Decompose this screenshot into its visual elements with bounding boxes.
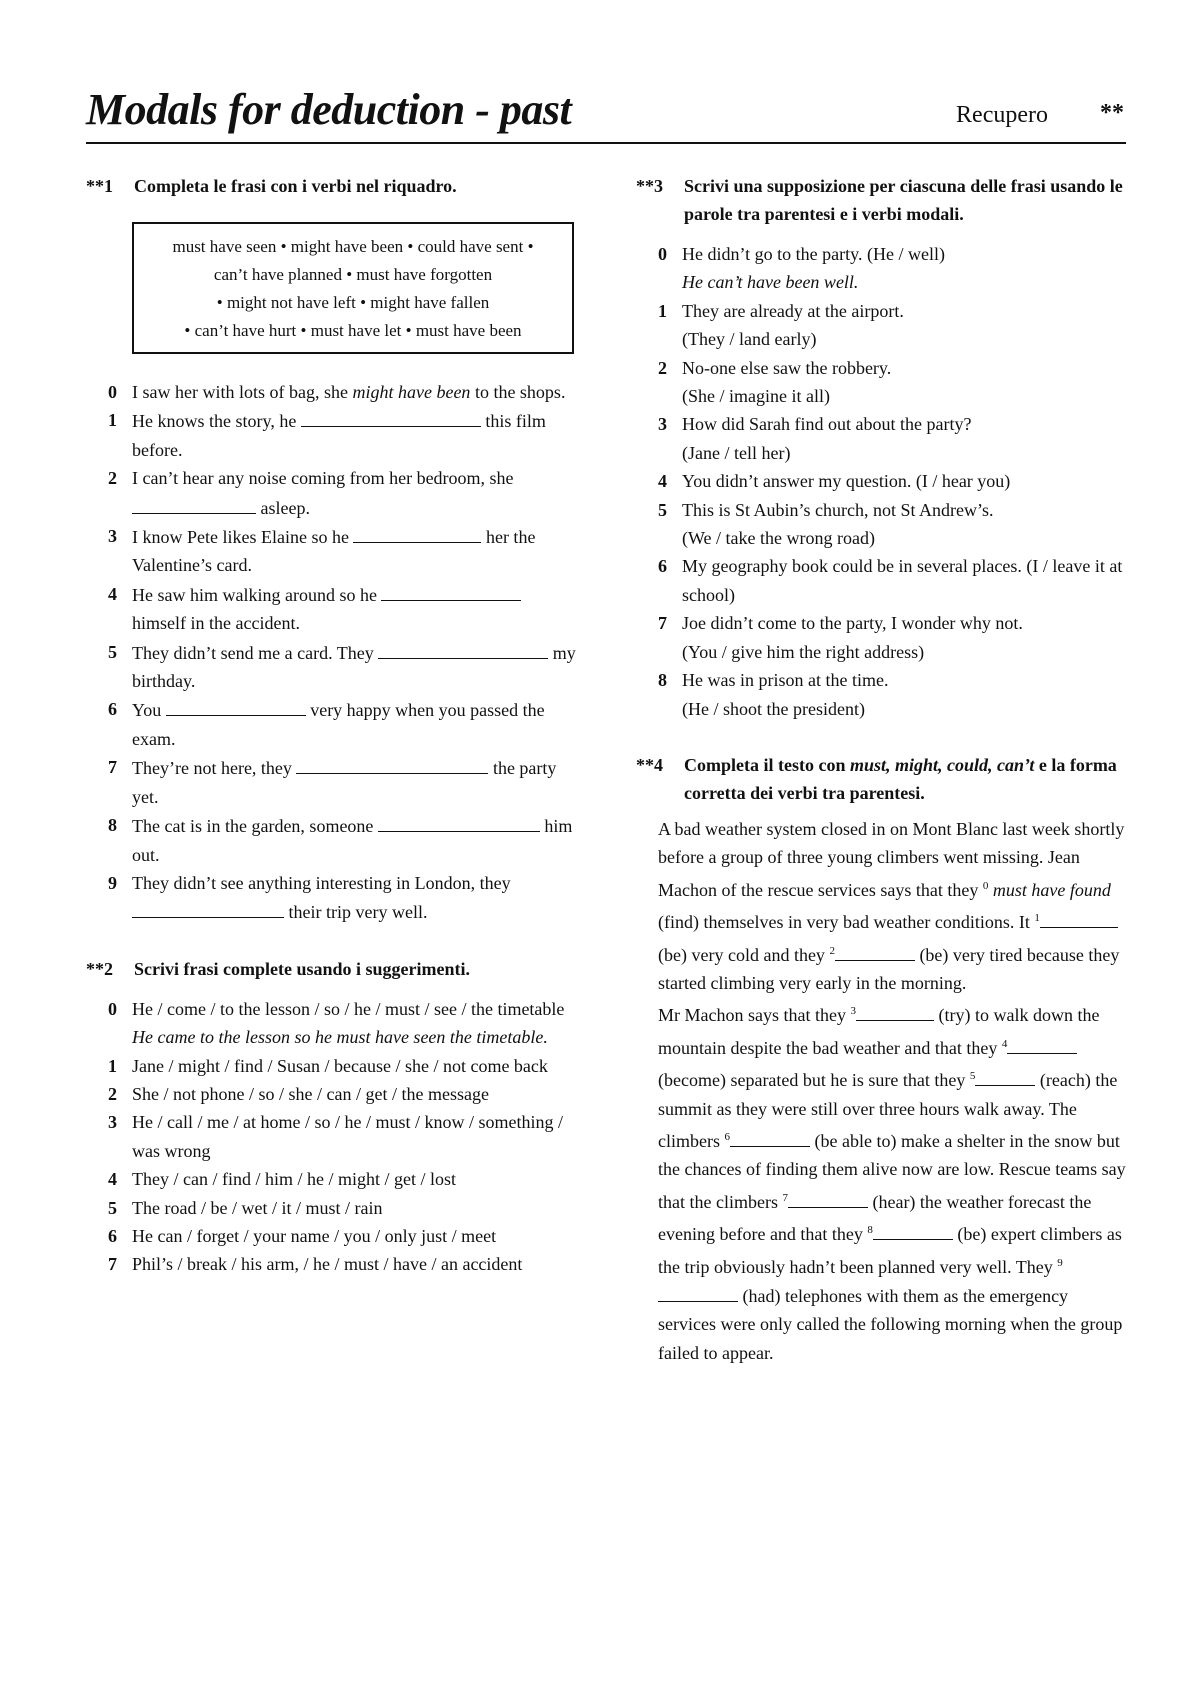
item-number: 4	[658, 471, 667, 492]
item-number: 6	[108, 1225, 117, 1246]
page-title: Modals for deduction - past	[86, 85, 572, 134]
item-text: very happy when you passed the exam.	[132, 700, 545, 749]
left-column	[86, 172, 576, 1279]
exercise-2-item	[86, 1222, 576, 1250]
example-answer: He can’t have been well.	[682, 272, 859, 293]
exercise-1-item	[86, 753, 576, 811]
exercise-1-item	[86, 406, 576, 464]
exercise-1-heading	[86, 172, 576, 200]
item-prompt: (Jane / tell her)	[682, 442, 791, 463]
exercise-3-list	[636, 240, 1126, 723]
example-answer: might have been	[352, 382, 471, 402]
spacer	[636, 228, 1126, 240]
item-number: 8	[108, 815, 117, 836]
answer-blank[interactable]	[730, 1126, 810, 1147]
exercise-2-list	[86, 995, 576, 1279]
answer-blank[interactable]	[381, 580, 521, 601]
exercise-3-instruction: Scrivi una supposizione per ciascuna delle frasi usando le parole tra parentesi e i verbi modali.	[684, 176, 1123, 224]
item-number: 7	[108, 1254, 117, 1275]
answer-blank[interactable]	[1007, 1033, 1077, 1054]
cloze-text: (had) telephones with them as the emergency services were only called the following morning when the group failed to appear.	[658, 1286, 1123, 1363]
item-text: This is St Aubin’s church, not St Andrew’s.	[682, 499, 994, 520]
exercise-3-item	[636, 467, 1126, 495]
item-text: The road / be / wet / it / must / rain	[132, 1197, 383, 1218]
cloze-paragraph-1	[636, 815, 1126, 997]
exercise-3-item	[636, 410, 1126, 467]
item-text: their trip very well.	[284, 902, 428, 923]
item-number: 2	[658, 357, 667, 378]
example-answer: He came to the lesson so he must have seen the timetable.	[132, 1027, 548, 1048]
item-number: 1	[108, 410, 117, 431]
word-box	[132, 222, 574, 354]
item-text: You	[132, 700, 166, 721]
cloze-text: (become) separated but he is sure that they	[658, 1070, 970, 1091]
item-text: They didn’t see anything interesting in London, they	[132, 872, 511, 893]
exercise-1-item	[86, 638, 576, 696]
item-prompt: (They / land early)	[682, 329, 817, 350]
item-text: You didn’t answer my question. (I / hear you)	[682, 471, 1011, 492]
exercise-2-number: **2	[86, 958, 113, 979]
spacer	[86, 927, 576, 955]
exercise-4-instruction: Completa il testo con	[684, 754, 850, 775]
item-number: 6	[108, 699, 117, 720]
item-number: 2	[108, 468, 117, 489]
item-number: 3	[108, 526, 117, 547]
exercise-1-list	[86, 378, 576, 927]
item-text: The cat is in the garden, someone	[132, 816, 378, 837]
item-number: 1	[108, 1055, 117, 1076]
exercise-2-item	[86, 1165, 576, 1193]
item-text: They / can / find / him / he / might / get / lost	[132, 1169, 456, 1190]
item-text: They are already at the airport.	[682, 300, 904, 321]
cloze-text: (be) very tired because they started climbing very early in the morning.	[658, 944, 1120, 993]
exercise-3-item	[636, 240, 1126, 297]
item-text: I can’t hear any noise coming from her bedroom, she	[132, 468, 514, 489]
gap-number: 1	[1034, 912, 1040, 925]
item-text: I know Pete likes Elaine so he	[132, 527, 354, 548]
answer-blank[interactable]	[856, 1000, 934, 1021]
exercise-3-item	[636, 354, 1126, 411]
item-number: 5	[108, 1197, 117, 1218]
item-text: He didn’t go to the party. (He / well)	[682, 244, 945, 264]
item-text: He / call / me / at home / so / he / must / know / something / was wrong	[132, 1112, 563, 1161]
item-number: 7	[658, 613, 667, 634]
answer-blank[interactable]	[166, 695, 306, 716]
exercise-2-heading	[86, 955, 576, 983]
answer-blank[interactable]	[873, 1219, 953, 1240]
level-label: Recupero	[956, 102, 1048, 128]
item-number: 4	[108, 1169, 117, 1190]
exercise-3-item	[636, 666, 1126, 723]
exercise-3-item	[636, 609, 1126, 666]
item-text: He saw him walking around so he	[132, 584, 382, 605]
cloze-text: Mr Machon says that they	[658, 1005, 851, 1026]
item-text: asleep.	[256, 497, 310, 518]
exercise-3-item	[636, 297, 1126, 354]
answer-blank[interactable]	[353, 522, 481, 543]
gap-number: 5	[969, 1070, 976, 1083]
difficulty-stars: **	[1100, 100, 1124, 126]
exercise-4-instruction-end: e la forma corretta dei verbi tra parentesi.	[684, 754, 1117, 803]
item-text: He can / forget / your name / you / only just / meet	[132, 1225, 497, 1246]
cloze-text: (try) to walk down the mountain despite the bad weather and that they	[658, 1005, 1100, 1058]
item-text: He / come / to the lesson / so / he / must / see / the timetable	[132, 998, 565, 1019]
item-text: the party yet.	[132, 758, 557, 807]
spacer	[636, 807, 1126, 815]
item-text: He was in prison at the time.	[682, 670, 889, 691]
exercise-3-item	[636, 552, 1126, 609]
exercise-4-heading	[636, 751, 1126, 807]
gap-number: 7	[782, 1191, 788, 1204]
item-text: My geography book could be in several places. (I / leave it at school)	[682, 556, 1123, 605]
cloze-text: A bad weather system closed in on Mont Blanc last week shortly before a group of three young climbers went missing. Jean Machon of the rescue services says that they	[658, 818, 1125, 900]
answer-blank[interactable]	[378, 811, 540, 832]
item-text: No-one else saw the robbery.	[682, 357, 892, 378]
item-number: 8	[658, 670, 667, 691]
exercise-1-number: **1	[86, 176, 113, 196]
item-number: 9	[108, 872, 117, 893]
exercise-1-item	[86, 580, 576, 638]
cloze-text: (find) themselves in very bad weather conditions. It	[658, 912, 1035, 933]
item-number: 5	[658, 499, 667, 520]
item-number: 0	[658, 244, 667, 264]
exercise-2-item	[86, 1194, 576, 1222]
answer-blank[interactable]	[788, 1187, 868, 1208]
item-text: I saw her with lots of bag, she	[132, 382, 353, 402]
cloze-text: (be) very cold and they	[658, 944, 830, 965]
item-text: her the Valentine’s card.	[132, 527, 536, 576]
cloze-paragraph-2	[636, 997, 1126, 1367]
gap-number: 9	[1057, 1256, 1063, 1269]
gap-number: 2	[829, 944, 835, 957]
item-number: 3	[658, 414, 667, 435]
item-number: 3	[108, 1112, 117, 1133]
exercise-1-item	[86, 695, 576, 753]
exercise-3-heading	[636, 172, 1126, 228]
example-answer: must have found	[988, 879, 1111, 900]
item-number: 7	[108, 757, 117, 778]
answer-blank[interactable]	[1040, 907, 1118, 928]
item-text: him out.	[132, 816, 573, 865]
word-box-line: • can’t have hurt • must have let • must have been	[184, 321, 522, 340]
item-text: Jane / might / find / Susan / because / she / not come back	[132, 1055, 548, 1076]
right-column	[636, 172, 1126, 1367]
exercise-2-item	[86, 1052, 576, 1080]
word-box-line: must have seen • might have been • could have sent •	[172, 237, 534, 256]
item-prompt: (You / give him the right address)	[682, 641, 925, 662]
item-number: 2	[108, 1083, 117, 1104]
exercise-1-item	[86, 869, 576, 927]
item-text: How did Sarah find out about the party?	[682, 414, 972, 435]
exercise-2-item	[86, 995, 576, 1052]
item-text: He knows the story, he	[132, 411, 301, 432]
spacer	[86, 983, 576, 995]
answer-blank[interactable]	[658, 1281, 738, 1302]
exercise-2-item	[86, 1108, 576, 1165]
item-text: Joe didn’t come to the party, I wonder why not.	[682, 613, 1023, 634]
item-text: to the shops.	[470, 382, 566, 402]
item-number: 1	[658, 300, 667, 321]
exercise-1-item	[86, 464, 576, 522]
item-text: They didn’t send me a card. They	[132, 642, 379, 663]
cloze-text: (reach) the summit as they were still over three hours walk away. The climbers	[658, 1070, 1118, 1151]
answer-blank[interactable]	[835, 940, 915, 961]
answer-blank[interactable]	[975, 1065, 1035, 1086]
gap-number: 8	[867, 1224, 873, 1237]
answer-blank[interactable]	[296, 753, 488, 774]
gap-number: 4	[1001, 1037, 1008, 1050]
answer-blank[interactable]	[132, 897, 284, 918]
exercise-1-item	[86, 522, 576, 580]
exercise-2-item	[86, 1250, 576, 1278]
item-number: 0	[108, 998, 117, 1019]
item-prompt: (He / shoot the president)	[682, 698, 865, 719]
answer-blank[interactable]	[301, 406, 481, 427]
item-text: himself in the accident.	[132, 613, 300, 634]
item-text: Phil’s / break / his arm, / he / must / have / an accident	[132, 1254, 523, 1275]
exercise-4-number: **4	[636, 754, 663, 775]
exercise-1-item	[86, 378, 576, 406]
cloze-text: (hear) the weather forecast the evening before and that they	[658, 1191, 1092, 1245]
item-text: She / not phone / so / she / can / get / the message	[132, 1083, 489, 1104]
cloze-text: (be able to) make a shelter in the snow but the chances of finding them alive now are low. Rescue teams say that the climbers	[658, 1130, 1126, 1212]
answer-blank[interactable]	[378, 638, 548, 659]
item-number: 5	[108, 641, 117, 662]
exercise-2-instruction: Scrivi frasi complete usando i suggerimenti.	[134, 958, 470, 979]
word-box-line: • might not have left • might have fallen	[216, 293, 490, 312]
spacer	[636, 723, 1126, 751]
answer-blank[interactable]	[132, 493, 256, 514]
page-header	[86, 84, 1126, 144]
item-prompt: (She / imagine it all)	[682, 386, 830, 407]
item-number: 4	[108, 583, 117, 604]
item-number: 6	[658, 556, 667, 577]
exercise-3-number: **3	[636, 176, 663, 196]
exercise-1-instruction: Completa le frasi con i verbi nel riquadro.	[134, 176, 457, 196]
gap-number: 3	[850, 1005, 856, 1018]
item-text: my birthday.	[132, 642, 576, 692]
item-text: They’re not here, they	[132, 758, 297, 779]
gap-number: 0	[982, 879, 989, 892]
item-text: this film before.	[132, 411, 546, 460]
exercise-3-item	[636, 496, 1126, 553]
item-prompt: (We / take the wrong road)	[682, 528, 875, 549]
gap-number: 6	[724, 1130, 730, 1143]
cloze-text: (be) expert climbers as the trip obviously hadn’t been planned very well. They	[658, 1224, 1122, 1277]
exercise-4-modals: must, might, could, can’t	[849, 754, 1035, 775]
exercise-2-item	[86, 1080, 576, 1108]
exercise-1-item	[86, 811, 576, 869]
item-number: 0	[108, 382, 117, 402]
word-box-line: can’t have planned • must have forgotten	[213, 265, 493, 284]
